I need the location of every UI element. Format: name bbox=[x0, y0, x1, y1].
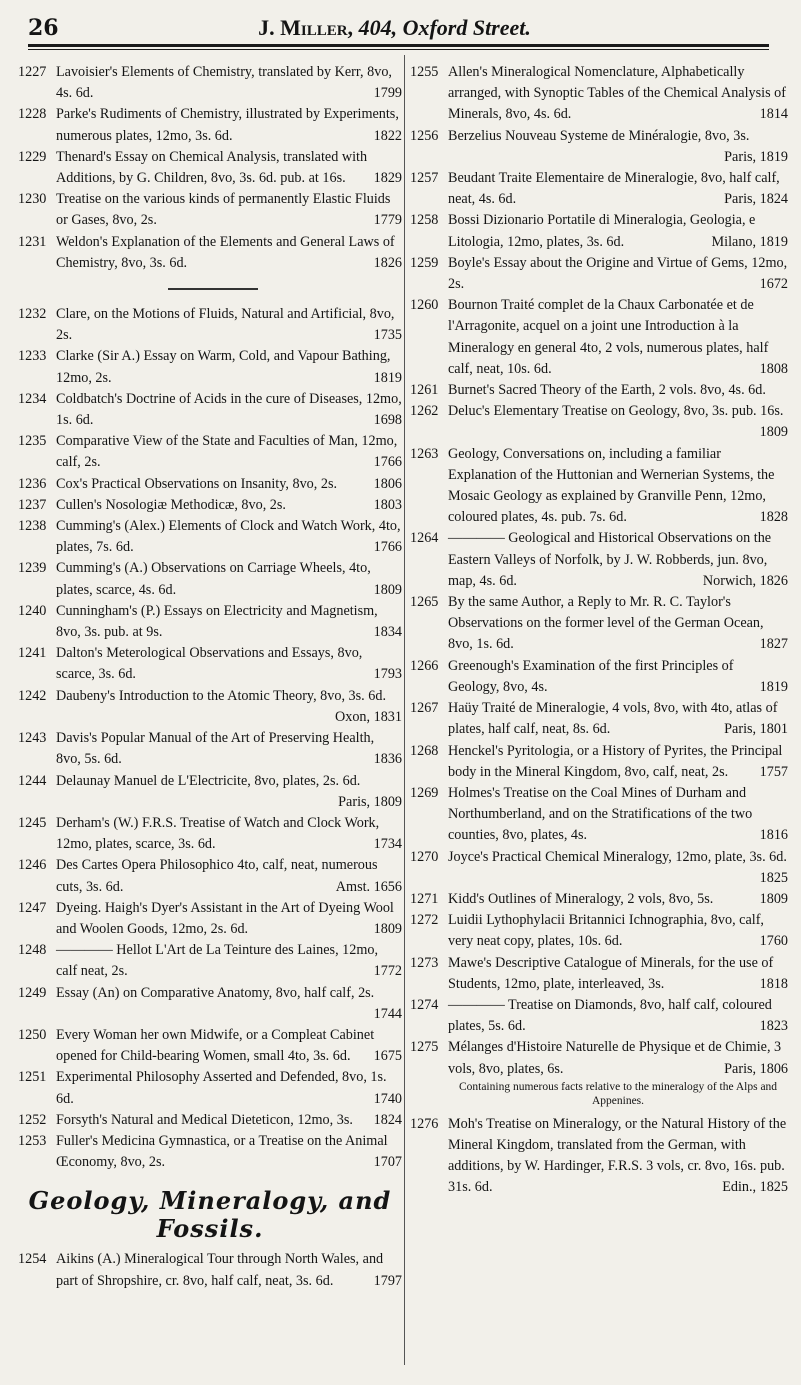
entry-number: 1248 bbox=[18, 942, 47, 959]
entry-number: 1267 bbox=[410, 700, 439, 717]
entry-number: 1269 bbox=[410, 784, 439, 801]
catalogue-entry bbox=[410, 783, 788, 847]
entry-number: 1229 bbox=[18, 148, 47, 165]
catalogue-entry bbox=[18, 643, 402, 685]
entry-text: Cumming's (Alex.) Elements of Clock and Watch Work, 4to, plates, 7s. 6d. bbox=[56, 518, 401, 556]
entry-text: Allen's Mineralogical Nomenclature, Alphabetically arranged, with Synoptic Tables of the Chemical Analysis of Minerals, 8vo, 4s. 6d. bbox=[448, 64, 786, 123]
catalogue-entry bbox=[18, 104, 402, 146]
catalogue-entry bbox=[18, 516, 402, 558]
entry-number: 1259 bbox=[410, 254, 439, 271]
entry-number: 1262 bbox=[410, 403, 439, 420]
entry-text: ———— Treatise on Diamonds, 8vo, half calf, coloured plates, 5s. 6d. bbox=[448, 996, 772, 1035]
entry-number: 1249 bbox=[18, 984, 47, 1001]
entry-text: Cullen's Nosologiæ Methodicæ, 8vo, 2s. bbox=[56, 496, 286, 513]
entry-number: 1235 bbox=[18, 433, 47, 450]
entry-text: By the same Author, a Reply to Mr. R. C. Taylor's Observations on the former level of the German Ocean, 8vo, 1s. 6d. bbox=[448, 594, 764, 653]
page-title bbox=[28, 14, 761, 42]
entry-year: 1757 bbox=[759, 763, 788, 780]
entry-text: ———— Hellot L'Art de La Teinture des Laines, 12mo, calf neat, 2s. bbox=[56, 942, 379, 980]
entry-year: 1829 bbox=[373, 170, 402, 187]
entry-number: 1231 bbox=[18, 233, 47, 250]
entry-text: Every Woman her own Midwife, or a Compleat Cabinet opened for Child-bearing Women, small 4to, 3s. 6d. bbox=[56, 1026, 375, 1065]
entry-year: 1675 bbox=[373, 1048, 402, 1065]
right-entries-geology-cont bbox=[410, 1114, 788, 1199]
entry-year: 1825 bbox=[759, 869, 788, 886]
entry-text: Haüy Traité de Mineralogie, 4 vols, 8vo, with 4to, atlas of plates, half calf, neat, 8s. 6d. bbox=[448, 700, 778, 738]
catalogue-entry bbox=[18, 940, 402, 982]
entry-text: Clare, on the Motions of Fluids, Natural and Artificial, 8vo, 2s. bbox=[56, 306, 395, 344]
entry-year: 1734 bbox=[373, 836, 402, 853]
entry-text: Experimental Philosophy Asserted and Defended, 8vo, 1s. 6d. bbox=[56, 1069, 387, 1107]
entry-number: 1243 bbox=[18, 730, 47, 747]
entry-number: 1270 bbox=[410, 848, 439, 865]
header-rule-thin bbox=[28, 49, 769, 50]
entry-number: 1239 bbox=[18, 560, 47, 577]
catalogue-entry bbox=[18, 1110, 402, 1131]
entry-number: 1274 bbox=[410, 996, 439, 1013]
catalogue-entry bbox=[18, 1249, 402, 1291]
catalogue-entry bbox=[18, 728, 402, 770]
entry-number: 1268 bbox=[410, 742, 439, 759]
catalogue-entry bbox=[410, 62, 788, 126]
entry-year: 1816 bbox=[759, 827, 788, 844]
entry-year: 1698 bbox=[373, 412, 402, 429]
catalogue-entry bbox=[18, 474, 402, 495]
entry-text: Mawe's Descriptive Catalogue of Minerals, for the use of Students, 12mo, plate, interleaved, 3s. bbox=[448, 954, 774, 992]
catalogue-entry bbox=[18, 558, 402, 600]
right-column bbox=[410, 62, 788, 1199]
catalogue-entry bbox=[18, 601, 402, 643]
entry-number: 1247 bbox=[18, 899, 47, 916]
entry-year: 1744 bbox=[373, 1005, 402, 1022]
publisher-address: 404, Oxford Street. bbox=[358, 15, 531, 40]
entry-text: Deluc's Elementary Treatise on Geology, 8vo, 3s. pub. 16s. bbox=[448, 403, 784, 420]
entry-year: 1799 bbox=[373, 85, 402, 102]
entry-text: Boyle's Essay about the Origine and Virtue of Gems, 12mo, 2s. bbox=[448, 254, 788, 293]
entry-text: Clarke (Sir A.) Essay on Warm, Cold, and Vapour Bathing, 12mo, 2s. bbox=[56, 348, 391, 386]
entry-year: 1819 bbox=[759, 678, 788, 695]
entry-year: 1806 bbox=[373, 475, 402, 492]
catalogue-entry bbox=[18, 389, 402, 431]
catalogue-entry bbox=[410, 1114, 788, 1199]
entry-number: 1228 bbox=[18, 106, 47, 123]
entry-text: Dalton's Meterological Observations and Essays, 8vo, scarce, 3s. 6d. bbox=[56, 645, 363, 683]
entry-text: Parke's Rudiments of Chemistry, illustrated by Experiments, numerous plates, 12mo, 3s. 6d. bbox=[56, 106, 399, 144]
entry-year: 1836 bbox=[373, 751, 402, 768]
entry-text: Weldon's Explanation of the Elements and General Laws of Chemistry, 8vo, 3s. 6d. bbox=[56, 233, 395, 271]
entry-year: 1809 bbox=[373, 920, 402, 937]
publisher-name: J. Miller, bbox=[258, 15, 354, 40]
entry-year: 1772 bbox=[373, 963, 402, 980]
entry-number: 1273 bbox=[410, 954, 439, 971]
catalogue-entry bbox=[410, 741, 788, 783]
entry-number: 1236 bbox=[18, 475, 47, 492]
entry-text: Derham's (W.) F.R.S. Treatise of Watch and Clock Work, 12mo, plates, scarce, 3s. 6d. bbox=[56, 814, 380, 853]
entry-text: Bossi Dizionario Portatile di Mineralogia, Geologia, e Litologia, 12mo, plates, 3s. 6d. bbox=[448, 212, 756, 250]
entry-number: 1275 bbox=[410, 1039, 439, 1056]
catalogue-entry bbox=[18, 147, 402, 189]
entry-text: Cox's Practical Observations on Insanity, 8vo, 2s. bbox=[56, 475, 338, 492]
section-separator bbox=[168, 288, 258, 290]
entry-number: 1250 bbox=[18, 1026, 47, 1043]
entry-year: 1827 bbox=[759, 636, 788, 653]
entry-text: Treatise on the various kinds of permanently Elastic Fluids or Gases, 8vo, 2s. bbox=[56, 191, 391, 229]
entry-year: 1672 bbox=[759, 276, 788, 293]
left-entries-geology bbox=[18, 1249, 402, 1291]
catalogue-entry bbox=[18, 495, 402, 516]
catalogue-entry bbox=[410, 253, 788, 295]
entry-number: 1241 bbox=[18, 645, 47, 662]
entry-number: 1272 bbox=[410, 912, 439, 929]
entry-year: Oxon, 1831 bbox=[335, 708, 402, 725]
entry-number: 1264 bbox=[410, 530, 439, 547]
entry-year: 1824 bbox=[373, 1111, 402, 1128]
column-divider bbox=[404, 55, 405, 1365]
entry-year: Amst. 1656 bbox=[335, 878, 402, 895]
catalogue-entry bbox=[18, 686, 402, 728]
entry-number: 1258 bbox=[410, 212, 439, 229]
entry-number: 1230 bbox=[18, 191, 47, 208]
catalogue-entry bbox=[18, 983, 402, 1025]
left-column bbox=[18, 62, 402, 1292]
entry-text: Bournon Traité complet de la Chaux Carbonatée et de l'Arragonite, acquel on a joint une Introduction à la Mineralogy en general 4to, 2 vols, numerous plates, half calf, neat, 10s. 6d. bbox=[448, 297, 769, 377]
catalogue-entry bbox=[18, 431, 402, 473]
entry-year: 1809 bbox=[759, 890, 788, 907]
entry-year: 1793 bbox=[373, 666, 402, 683]
entry-text: Fuller's Medicina Gymnastica, or a Treatise on the Animal Œconomy, 8vo, 2s. bbox=[56, 1132, 388, 1171]
entry-note: Containing numerous facts relative to the mineralogy of the Alps and Appenines. bbox=[458, 1080, 778, 1107]
entry-year: 1803 bbox=[373, 496, 402, 513]
catalogue-entry bbox=[410, 910, 788, 952]
catalogue-entry bbox=[410, 889, 788, 910]
catalogue-entry bbox=[410, 847, 788, 889]
entry-year: Paris, 1824 bbox=[724, 191, 788, 208]
entry-year: 1826 bbox=[373, 254, 402, 271]
catalogue-entry bbox=[410, 656, 788, 698]
catalogue-entry bbox=[18, 346, 402, 388]
entry-number: 1276 bbox=[410, 1115, 439, 1132]
entry-number: 1245 bbox=[18, 814, 47, 831]
left-entries-chemistry bbox=[18, 62, 402, 274]
entry-text: Berzelius Nouveau Systeme de Minéralogie, 8vo, 3s. bbox=[448, 127, 750, 144]
entry-number: 1255 bbox=[410, 64, 439, 80]
entry-text: Burnet's Sacred Theory of the Earth, 2 vols. 8vo, 4s. 6d. bbox=[448, 382, 766, 399]
entry-text: Cunningham's (P.) Essays on Electricity and Magnetism, 8vo, 3s. pub. at 9s. bbox=[56, 602, 378, 641]
catalogue-entry bbox=[410, 953, 788, 995]
catalogue-entry bbox=[410, 210, 788, 252]
entry-number: 1253 bbox=[18, 1132, 47, 1149]
entry-year: Paris, 1806 bbox=[724, 1060, 788, 1077]
entry-year: 1766 bbox=[373, 539, 402, 556]
entry-year: Paris, 1819 bbox=[724, 148, 788, 165]
header-rule-thick bbox=[28, 44, 769, 47]
entry-year: 1809 bbox=[759, 424, 788, 441]
entry-number: 1260 bbox=[410, 297, 439, 314]
entry-year: 1707 bbox=[373, 1154, 402, 1171]
entry-year: 1834 bbox=[373, 624, 402, 641]
right-entries-geology bbox=[410, 62, 788, 1080]
entry-number: 1237 bbox=[18, 496, 47, 513]
entry-number: 1244 bbox=[18, 772, 47, 789]
entry-text: Moh's Treatise on Mineralogy, or the Natural History of the Mineral Kingdom, translated from the German, with additions, by W. Hardinger, F.R.S. 3 vols, cr. 8vo, 16s. pub. 31s. 6d. bbox=[448, 1115, 787, 1196]
entry-year: 1740 bbox=[373, 1090, 402, 1107]
entry-year: 1818 bbox=[759, 975, 788, 992]
entry-number: 1266 bbox=[410, 657, 439, 674]
entry-text: Comparative View of the State and Faculties of Man, 12mo, calf, 2s. bbox=[56, 433, 398, 471]
entry-text: Greenough's Examination of the first Principles of Geology, 8vo, 4s. bbox=[448, 657, 734, 695]
catalogue-entry bbox=[18, 1025, 402, 1067]
entry-number: 1254 bbox=[18, 1251, 47, 1268]
entry-year: Paris, 1801 bbox=[724, 721, 788, 738]
entry-text: Mélanges d'Histoire Naturelle de Physique et de Chimie, 3 vols, 8vo, plates, 6s. bbox=[448, 1039, 782, 1077]
entry-year: 1797 bbox=[373, 1272, 402, 1289]
section-title-geology: Geology, Mineralogy, and Fossils. bbox=[28, 1186, 392, 1244]
entry-text: Essay (An) on Comparative Anatomy, 8vo, half calf, 2s. bbox=[56, 984, 375, 1001]
catalogue-entry bbox=[18, 813, 402, 855]
page-number: 26 bbox=[28, 15, 59, 41]
entry-text: Aikins (A.) Mineralogical Tour through North Wales, and part of Shropshire, cr. 8vo, half calf, neat, 3s. 6d. bbox=[56, 1251, 384, 1289]
catalogue-entry bbox=[18, 1067, 402, 1109]
entry-year: Edin., 1825 bbox=[722, 1179, 788, 1196]
entry-year: Paris, 1809 bbox=[338, 793, 402, 810]
catalogue-entry bbox=[18, 1131, 402, 1173]
entry-year: 1814 bbox=[759, 106, 788, 123]
entry-number: 1271 bbox=[410, 890, 439, 907]
catalogue-entry bbox=[410, 444, 788, 529]
catalogue-entry bbox=[410, 528, 788, 592]
catalogue-entry bbox=[18, 855, 402, 897]
entry-text: Luidii Lythophylacii Britannici Ichnographia, 8vo, calf, very neat copy, plates, 10s. 6d. bbox=[448, 912, 764, 950]
entry-number: 1240 bbox=[18, 602, 47, 619]
entry-text: Beudant Traite Elementaire de Mineralogie, 8vo, half calf, neat, 4s. 6d. bbox=[448, 170, 780, 208]
catalogue-entry bbox=[410, 592, 788, 656]
entry-year: Norwich, 1826 bbox=[702, 572, 788, 589]
entry-text: Coldbatch's Doctrine of Acids in the cure of Diseases, 12mo, 1s. 6d. bbox=[56, 390, 402, 429]
catalogue-entry bbox=[410, 995, 788, 1037]
entry-number: 1257 bbox=[410, 170, 439, 187]
entry-year: 1808 bbox=[759, 360, 788, 377]
entry-text: Lavoisier's Elements of Chemistry, translated by Kerr, 8vo, 4s. 6d. bbox=[56, 64, 392, 102]
entry-text: Dyeing. Haigh's Dyer's Assistant in the Art of Dyeing Wool and Woolen Goods, 12mo, 2s. 6d. bbox=[56, 899, 394, 937]
entry-year: 1766 bbox=[373, 454, 402, 471]
entry-text: Cumming's (A.) Observations on Carriage Wheels, 4to, plates, scarce, 4s. 6d. bbox=[56, 560, 371, 598]
entry-number: 1234 bbox=[18, 390, 47, 407]
entry-year: 1809 bbox=[373, 581, 402, 598]
catalogue-entry bbox=[18, 232, 402, 274]
catalogue-entry bbox=[18, 771, 402, 813]
entry-number: 1233 bbox=[18, 348, 47, 365]
entry-year: Milano, 1819 bbox=[711, 233, 788, 250]
entry-number: 1263 bbox=[410, 445, 439, 462]
entry-number: 1227 bbox=[18, 64, 47, 80]
catalogue-entry bbox=[18, 62, 402, 104]
entry-text: ———— Geological and Historical Observations on the Eastern Valleys of Norfolk, by J. W. Robberds, jun. 8vo, map, 4s. 6d. bbox=[448, 530, 772, 589]
catalogue-entry bbox=[410, 295, 788, 380]
entry-year: 1822 bbox=[373, 127, 402, 144]
entry-year: 1828 bbox=[759, 509, 788, 526]
entry-number: 1256 bbox=[410, 127, 439, 144]
entry-year: 1735 bbox=[373, 327, 402, 344]
entry-number: 1251 bbox=[18, 1069, 47, 1086]
catalogue-entry bbox=[410, 126, 788, 168]
entry-text: Delaunay Manuel de L'Electricite, 8vo, plates, 2s. 6d. bbox=[56, 772, 361, 789]
entry-text: Daubeny's Introduction to the Atomic Theory, 8vo, 3s. 6d. bbox=[56, 687, 387, 704]
entry-text: Holmes's Treatise on the Coal Mines of Durham and Northumberland, and on the Stratifications of the two counties, 8vo, plates, 4s. bbox=[448, 784, 753, 844]
entry-year: 1779 bbox=[373, 212, 402, 229]
left-entries-misc bbox=[18, 304, 402, 1173]
catalogue-entry bbox=[18, 189, 402, 231]
entry-number: 1246 bbox=[18, 857, 47, 874]
entry-text: Thenard's Essay on Chemical Analysis, translated with Additions, by G. Children, 8vo, 3s. 6d. pub. at 16s. bbox=[56, 148, 368, 187]
entry-text: Kidd's Outlines of Mineralogy, 2 vols, 8vo, 5s. bbox=[448, 890, 714, 907]
entry-number: 1265 bbox=[410, 594, 439, 611]
entry-number: 1242 bbox=[18, 687, 47, 704]
entry-year: 1823 bbox=[759, 1018, 788, 1035]
entry-text: Forsyth's Natural and Medical Dieteticon, 12mo, 3s. bbox=[56, 1111, 353, 1128]
entry-year: 1819 bbox=[373, 369, 402, 386]
catalogue-entry bbox=[410, 401, 788, 443]
catalogue-entry bbox=[18, 898, 402, 940]
entry-text: Davis's Popular Manual of the Art of Preserving Health, 8vo, 5s. 6d. bbox=[56, 730, 375, 768]
entry-text: Henckel's Pyritologia, or a History of Pyrites, the Principal body in the Mineral Kingdom, 8vo, calf, neat, 2s. bbox=[448, 742, 783, 780]
catalogue-entry bbox=[410, 698, 788, 740]
catalogue-entry bbox=[18, 304, 402, 346]
entry-number: 1252 bbox=[18, 1111, 47, 1128]
catalogue-entry bbox=[410, 380, 788, 401]
entry-text: Joyce's Practical Chemical Mineralogy, 12mo, plate, 3s. 6d. bbox=[448, 848, 787, 865]
entry-number: 1238 bbox=[18, 518, 47, 535]
catalogue-entry bbox=[410, 168, 788, 210]
entry-year: 1760 bbox=[759, 933, 788, 950]
entry-text: Des Cartes Opera Philosophico 4to, calf, neat, numerous cuts, 3s. 6d. bbox=[56, 857, 378, 895]
entry-number: 1232 bbox=[18, 306, 47, 323]
entry-text: Geology, Conversations on, including a familiar Explanation of the Huttonian and Wernerian Systems, the Mosaic Geology as explained by Granville Penn, 12mo, coloured plates, 4s. pub. 7s. 6d. bbox=[448, 445, 775, 526]
entry-number: 1261 bbox=[410, 382, 439, 399]
catalogue-entry bbox=[410, 1037, 788, 1079]
